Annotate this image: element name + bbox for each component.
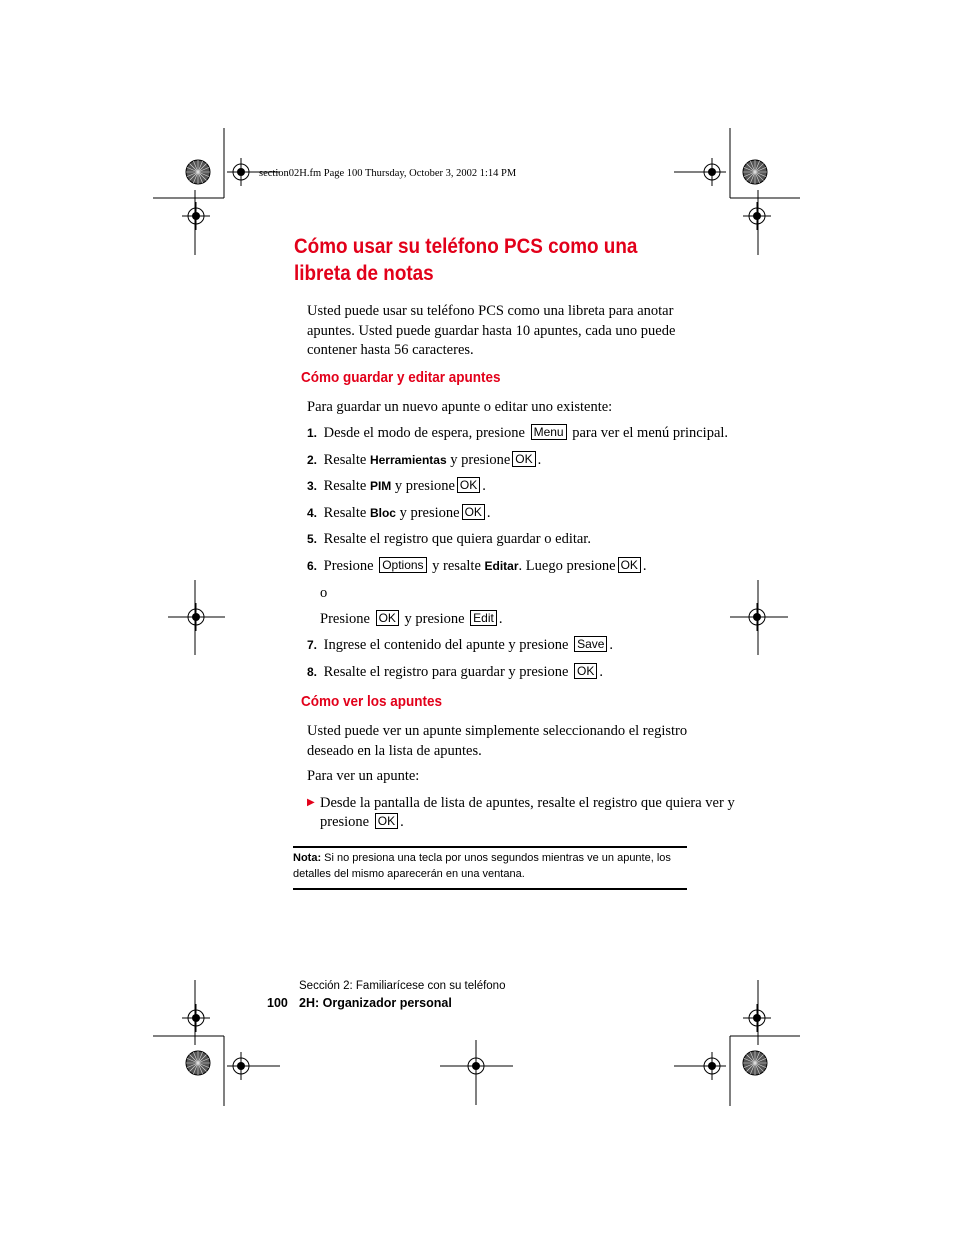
menu-item-herramientas: Herramientas xyxy=(369,453,447,467)
bullet-item xyxy=(307,793,735,813)
step-text: y presione xyxy=(394,478,455,494)
step-number: 2. xyxy=(307,453,318,467)
section1-lead: Para guardar un nuevo apunte o editar uno existente: xyxy=(307,399,613,415)
step-number: 4. xyxy=(307,506,318,520)
step-number: 1. xyxy=(307,426,318,440)
step-text: Ingrese el contenido del apunte y presione xyxy=(323,637,569,653)
step-text: . xyxy=(482,478,486,494)
step-4 xyxy=(307,504,697,523)
triangle-bullet-icon: ▶ xyxy=(307,797,315,808)
step-text: Resalte el registro para guardar y presione xyxy=(323,664,569,680)
step-8 xyxy=(307,663,697,682)
ok-key: OK xyxy=(376,610,399,626)
step-7 xyxy=(307,636,697,655)
step-text: Resalte xyxy=(323,452,367,468)
bullet-item-continued xyxy=(320,813,710,832)
footer-chapter: 2H: Organizador personal xyxy=(299,996,452,1010)
step-number: 3. xyxy=(307,479,318,493)
section2-lead: Para ver un apunte: xyxy=(307,768,420,784)
step-text: . xyxy=(498,611,503,627)
step-text: Desde el modo de espera, presione xyxy=(323,425,525,441)
menu-item-pim: PIM xyxy=(369,479,392,493)
ok-key: OK xyxy=(462,504,485,520)
note-text: Si no presiona una tecla por unos segundos mientras ve un apunte, los detalles del mismo aparecerán en una ventana. xyxy=(293,852,671,880)
ok-key: OK xyxy=(574,663,597,679)
step-number: 7. xyxy=(307,638,318,652)
step-text: . xyxy=(486,505,491,521)
step-text: . xyxy=(599,664,604,680)
save-key: Save xyxy=(574,636,607,652)
section-heading-save-edit: Cómo guardar y editar apuntes xyxy=(301,369,501,386)
note-box xyxy=(293,850,687,882)
note-top-rule xyxy=(293,846,687,848)
step-text: y presione xyxy=(450,452,511,468)
step-number: 8. xyxy=(307,665,318,679)
edit-key: Edit xyxy=(470,610,497,626)
step-2 xyxy=(307,451,697,470)
ok-key: OK xyxy=(512,451,535,467)
options-key: Options xyxy=(379,557,426,573)
step-6-alternative xyxy=(320,610,710,629)
step-text: . xyxy=(537,452,542,468)
ok-key: OK xyxy=(457,477,480,493)
step-6 xyxy=(307,557,697,576)
page-title: Cómo usar su teléfono PCS como una libreta de notas xyxy=(294,235,638,285)
menu-item-bloc: Bloc xyxy=(369,506,396,520)
step-text: . xyxy=(609,637,614,653)
ok-key: OK xyxy=(375,813,398,829)
file-header: section02H.fm Page 100 Thursday, October 3, 2002 1:14 PM xyxy=(259,168,517,179)
step-text: y presione xyxy=(404,611,465,627)
step-text: Resalte el registro que quiera guardar o editar. xyxy=(323,531,591,547)
bullet-text: Desde la pantalla de lista de apuntes, resalte el registro que quiera ver y xyxy=(320,795,735,811)
step-text: Resalte xyxy=(323,478,367,494)
intro-paragraph: Usted puede usar su teléfono PCS como una libreta para anotar apuntes. Usted puede guardar hasta 10 apuntes, cada uno puede contener hasta 56 caracteres. xyxy=(307,303,676,358)
bullet-text: . xyxy=(400,814,404,830)
bullet-text: presione xyxy=(320,814,370,830)
section2-paragraph: Usted puede ver un apunte simplemente seleccionando el registro deseado en la lista de apuntes. xyxy=(307,723,688,759)
page-number: 100 xyxy=(267,996,288,1010)
step-text: . xyxy=(642,558,647,574)
step-number: 6. xyxy=(307,559,318,573)
menu-key: Menu xyxy=(531,424,567,440)
step-5 xyxy=(307,530,697,549)
step-1 xyxy=(307,424,729,443)
note-label: Nota: xyxy=(293,852,322,864)
section-heading-view: Cómo ver los apuntes xyxy=(301,693,443,710)
step-text: y resalte xyxy=(432,558,481,574)
ok-key: OK xyxy=(618,557,641,573)
step-text: . Luego presione xyxy=(518,558,616,574)
step-text: para ver el menú principal. xyxy=(572,425,729,441)
step-text: Presione xyxy=(323,558,374,574)
note-bottom-rule xyxy=(293,888,687,890)
step-3 xyxy=(307,477,697,496)
step-number: 5. xyxy=(307,532,318,546)
step-text: y presione xyxy=(399,505,460,521)
menu-item-editar: Editar xyxy=(484,559,519,573)
step-6-or: o xyxy=(320,585,328,601)
step-text: Presione xyxy=(320,611,370,627)
footer-section: Sección 2: Familiarícese con su teléfono xyxy=(299,980,506,992)
step-text: Resalte xyxy=(323,505,367,521)
